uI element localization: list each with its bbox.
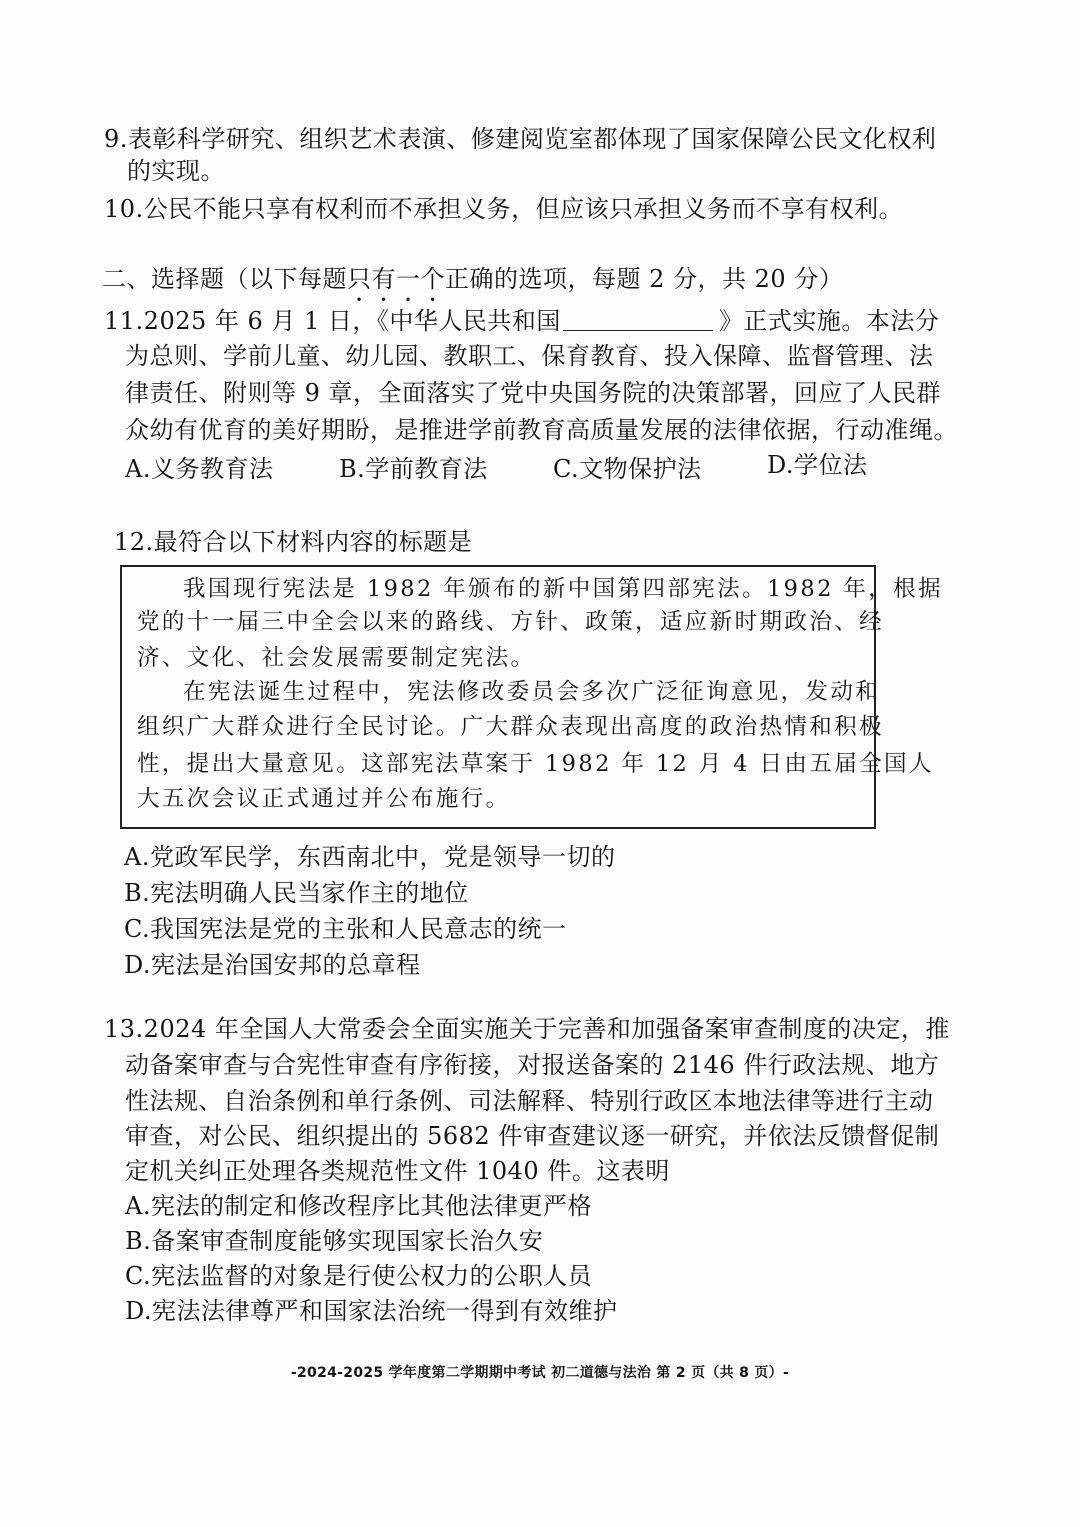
q12-option-a: A.党政军民学，东西南北中，党是领导一切的 <box>124 843 616 871</box>
q11-answer-blank <box>563 308 713 331</box>
q12-material-line-1: 我国现行宪法是 1982 年颁布的新中国第四部宪法。1982 年，根据 <box>183 576 943 602</box>
q13-option-b: B.备案审查制度能够实现国家长治久安 <box>125 1227 544 1255</box>
q13-stem-line-4: 审查，对公民、组织提出的 5682 件审查建议逐一研究，并依法反馈督促制 <box>125 1122 940 1150</box>
q13-option-d: D.宪法法律尊严和国家法治统一得到有效维护 <box>125 1297 618 1325</box>
q11-option-a: A.义务教育法 <box>125 455 274 483</box>
q11-stem-after-blank: 》正式实施。本法分 <box>718 307 940 335</box>
q11-stem-line-3: 律责任、附则等 9 章，全面落实了党中央国务院的决策部署，回应了人民群 <box>125 379 942 407</box>
section-2-note-before: （以下每题 <box>224 265 347 293</box>
q11-stem-line-2: 为总则、学前儿童、幼儿园、教职工、保育教育、投入保障、监督管理、法 <box>125 342 934 370</box>
q13-option-c: C.宪法监督的对象是行使公权力的公职人员 <box>125 1262 593 1290</box>
section-2-note-emphasis: 只有一个 <box>347 265 445 293</box>
q11-stem-line-1 <box>104 306 939 336</box>
q12-material-line-3: 济、文化、社会发展需要制定宪法。 <box>137 645 536 671</box>
q12-stem: 12.最符合以下材料内容的标题是 <box>114 528 473 556</box>
q9-line-1: 9.表彰科学研究、组织艺术表演、修建阅览室都体现了国家保障公民文化权利 <box>104 125 937 153</box>
q9-line-2: 的实现。 <box>127 157 225 185</box>
q11-stem-line-4: 众幼有优育的美好期盼，是推进学前教育高质量发展的法律依据，行动准绳。 <box>125 416 958 444</box>
section-2-title: 选择题 <box>151 265 225 293</box>
q11-option-d: D.学位法 <box>767 451 868 479</box>
q13-stem-line-5: 定机关纠正处理各类规范性文件 1040 件。这表明 <box>125 1157 670 1185</box>
q12-material-line-5: 组织广大群众进行全民讨论。广大群众表现出高度的政治热情和积极 <box>137 714 885 740</box>
q12-material-line-4: 在宪法诞生过程中，宪法修改委员会多次广泛征询意见，发动和 <box>183 679 881 705</box>
q11-stem-before-blank: 11.2025 年 6 月 1 日，《中华人民共和国 <box>104 307 561 335</box>
page-footer: -2024-2025 学年度第二学期期中考试 初二道德与法治 第 2 页（共 8 页）- <box>290 1365 790 1381</box>
q12-material-line-2: 党的十一届三中全会以来的路线、方针、政策，适应新时期政治、经 <box>137 609 885 635</box>
q12-option-d: D.宪法是治国安邦的总章程 <box>124 951 421 979</box>
section-2-note-after: 正确的选项，每题 2 分，共 20 分） <box>445 265 844 293</box>
q12-material-line-6: 性，提出大量意见。这部宪法草案于 1982 年 12 月 4 日由五届全国人 <box>137 751 934 777</box>
q13-stem-line-2: 动备案审查与合宪性审查有序衔接，对报送备案的 2146 件行政法规、地方 <box>125 1051 940 1079</box>
q12-option-c: C.我国宪法是党的主张和人民意志的统一 <box>124 915 567 943</box>
q13-stem-line-3: 性法规、自治条例和单行条例、司法解释、特别行政区本地法律等进行主动 <box>125 1087 934 1115</box>
q12-option-b: B.宪法明确人民当家作主的地位 <box>124 879 469 907</box>
q10-text: 10.公民不能只享有权利而不承担义务，但应该只承担义务而不享有权利。 <box>104 195 904 223</box>
section-2-heading <box>102 264 843 307</box>
section-2-number: 二、 <box>102 265 151 293</box>
q13-option-a: A.宪法的制定和修改程序比其他法律更严格 <box>125 1192 592 1220</box>
q13-stem-line-1: 13.2024 年全国人大常委会全面实施关于完善和加强备案审查制度的决定，推 <box>104 1015 950 1043</box>
q12-material-line-7: 大五次会议正式通过并公布施行。 <box>137 786 511 812</box>
q11-option-c: C.文物保护法 <box>553 455 702 483</box>
q11-option-b: B.学前教育法 <box>339 455 488 483</box>
